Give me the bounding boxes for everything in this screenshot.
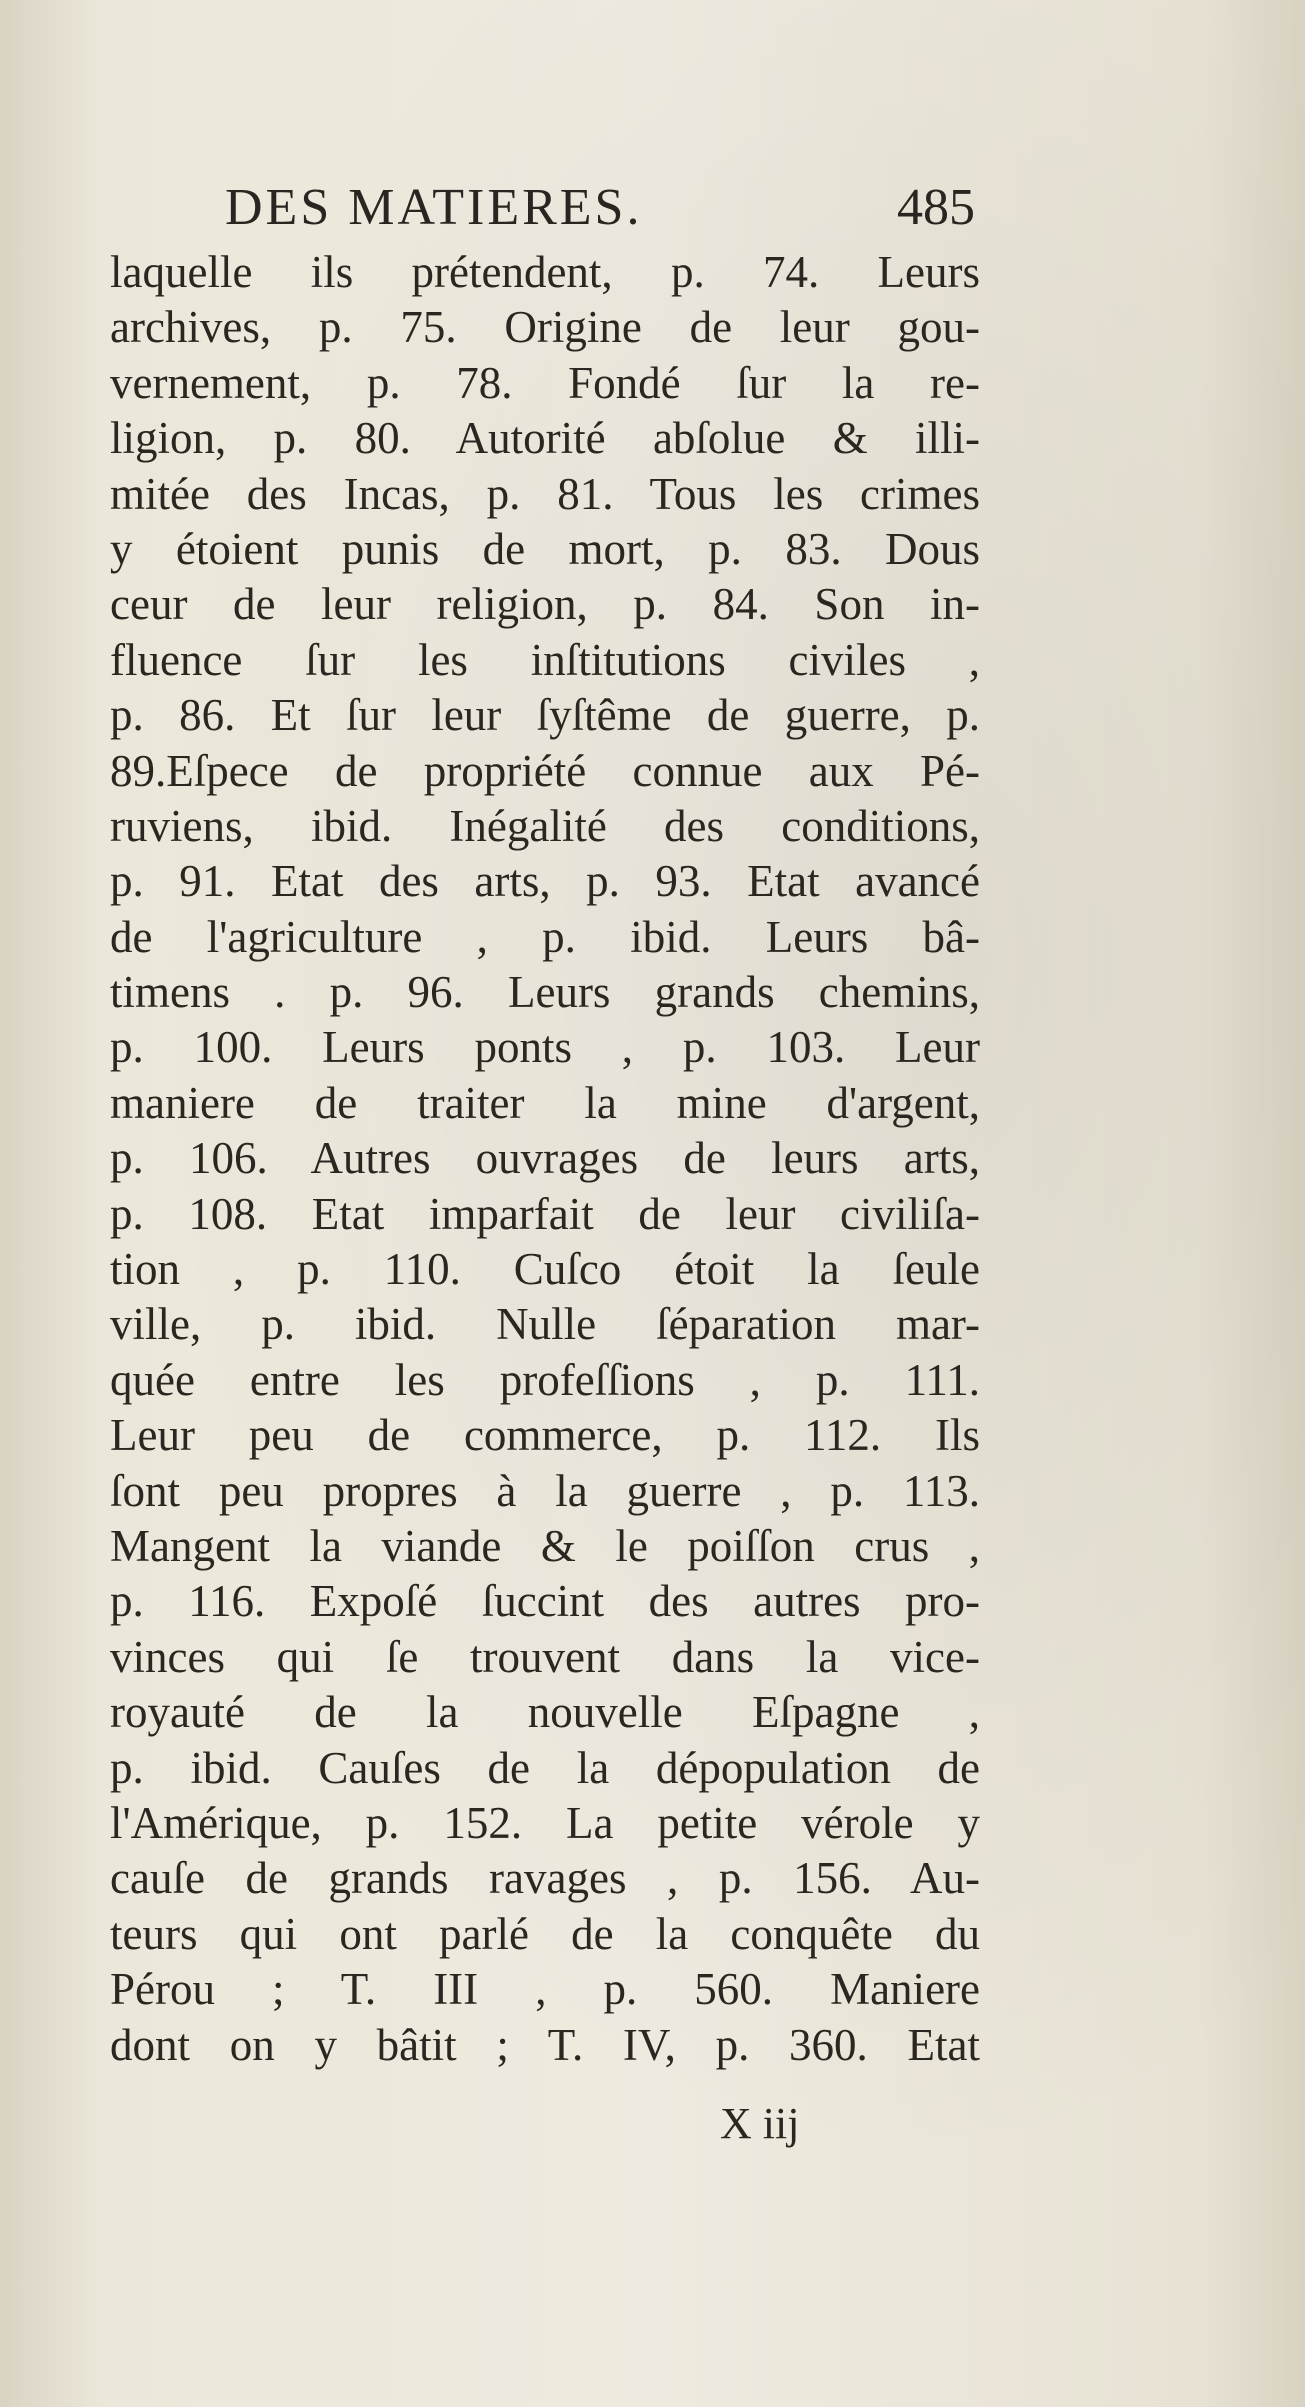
text-line: p. 86. Et ſur leur ſyſtême de guerre, p. bbox=[110, 690, 980, 741]
running-head bbox=[225, 178, 975, 248]
text-line: Mangent la viande & le poiſſon crus , bbox=[110, 1520, 980, 1571]
text-line: 89.Eſpece de propriété connue aux Pé- bbox=[110, 745, 980, 796]
text-line: p. 116. Expoſé ſuccint des autres pro- bbox=[110, 1576, 980, 1627]
text-line: timens . p. 96. Leurs grands chemins, bbox=[110, 967, 980, 1018]
text-line: laquelle ils prétendent, p. 74. Leurs bbox=[110, 247, 980, 297]
text-line: l'Amérique, p. 152. La petite vérole y bbox=[110, 1797, 980, 1848]
text-line: ville, p. ibid. Nulle ſéparation mar- bbox=[110, 1299, 980, 1350]
text-line: cauſe de grands ravages , p. 156. Au- bbox=[110, 1853, 980, 1904]
text-line: ſont peu propres à la guerre , p. 113. bbox=[110, 1465, 980, 1516]
text-line: de l'agriculture , p. ibid. Leurs bâ- bbox=[110, 911, 980, 962]
page-number: 485 bbox=[897, 179, 975, 236]
text-line: mitée des Incas, p. 81. Tous les crimes bbox=[110, 468, 980, 519]
index-text bbox=[110, 245, 980, 2073]
text-line: y étoient punis de mort, p. 83. Dous bbox=[110, 523, 980, 574]
text-line: p. 100. Leurs ponts , p. 103. Leur bbox=[110, 1022, 980, 1073]
text-line: ligion, p. 80. Autorité abſolue & illi- bbox=[110, 413, 980, 464]
text-line: quée entre les profeſſions , p. 111. bbox=[110, 1354, 980, 1405]
text-line: royauté de la nouvelle Eſpagne , bbox=[110, 1687, 980, 1738]
text-line: fluence ſur les inſtitutions civiles , bbox=[110, 634, 980, 685]
text-line: maniere de traiter la mine d'argent, bbox=[110, 1077, 980, 1128]
text-line: Leur peu de commerce, p. 112. Ils bbox=[110, 1410, 980, 1461]
text-line: vinces qui ſe trouvent dans la vice- bbox=[110, 1631, 980, 1682]
text-line: p. 106. Autres ouvrages de leurs arts, bbox=[110, 1133, 980, 1184]
text-line: Pérou ; T. III , p. 560. Maniere bbox=[110, 1964, 980, 2015]
text-line: ruviens, ibid. Inégalité des conditions, bbox=[110, 800, 980, 851]
signature-mark: X iij bbox=[720, 2099, 800, 2148]
text-line: p. 108. Etat imparfait de leur civiliſa- bbox=[110, 1188, 980, 1239]
text-line: ceur de leur religion, p. 84. Son in- bbox=[110, 579, 980, 630]
text-line: teurs qui ont parlé de la conquête du bbox=[110, 1908, 980, 1959]
text-line: archives, p. 75. Origine de leur gou- bbox=[110, 302, 980, 353]
text-line: p. ibid. Cauſes de la dépopulation de bbox=[110, 1742, 980, 1793]
running-title: DES MATIERES. bbox=[225, 179, 643, 236]
text-line: p. 91. Etat des arts, p. 93. Etat avancé bbox=[110, 856, 980, 907]
text-line: dont on y bâtit ; T. IV, p. 360. Etat bbox=[110, 2019, 980, 2070]
text-line: tion , p. 110. Cuſco étoit la ſeule bbox=[110, 1244, 980, 1295]
text-line: vernement, p. 78. Fondé ſur la re- bbox=[110, 357, 980, 408]
